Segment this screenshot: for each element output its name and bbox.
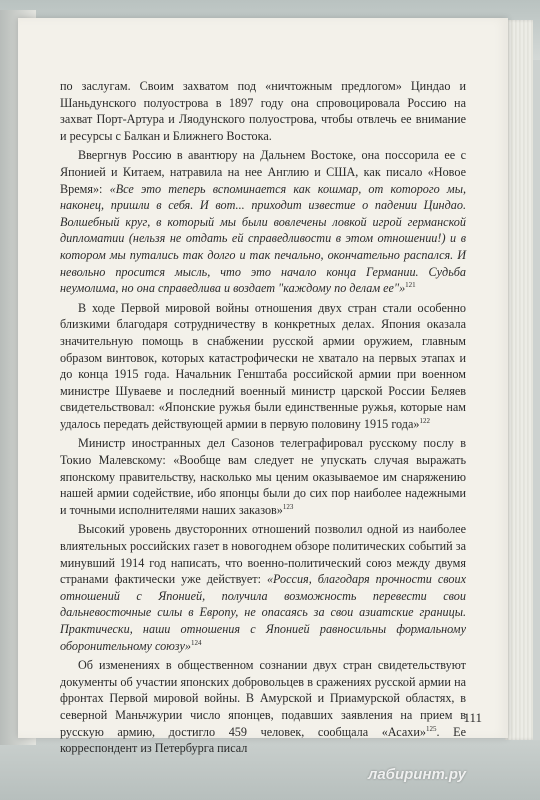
paragraph: [60, 78, 466, 144]
page-body-text: [60, 78, 466, 760]
text-run: Ввергнув Россию в авантюру на Дальнем Востоке, она поссорила ее с Японией и Китаем, натравила на нее Англию и США, как писало «Новое Время»:: [60, 148, 466, 196]
text-run: Министр иностранных дел Сазонов телеграфировал русскому послу в Токио Малевскому: «Вообще вам следует не упускать случая выражать японскому правительству, насколько мы ценим оказываемое им снаряжению нашей армии содействие, ибо японцы были до сих пор наиболее надежными и точными исполнителями наших заказов»: [60, 436, 466, 517]
book-page-edges: [505, 20, 533, 740]
footnote-ref: 122: [419, 416, 430, 425]
footnote-ref: 123: [282, 502, 294, 511]
book-page: [18, 18, 508, 756]
paragraph: [60, 657, 466, 757]
text-run: Об изменениях в общественном сознании двух стран свидетельствуют документы об участии японских добровольцев в сражениях русской армии на фронтах Первой мировой войны. В Амурской и Приамурской областях, в северной Маньчжурии число японцев, подавших заявления на прием в русскую армию, достигло 459 человек, сообщала «Асахи»: [60, 658, 466, 739]
text-run: В ходе Первой мировой войны отношения двух стран стали особенно близкими благодаря сотрудничеству в конкретных делах. Япония оказала значительную помощь в снабжении русской армии оружием, главным образом винтовок, которых катастрофически не хватало на первых этапах и до конца 1915 года. Начальник Генштаба российской армии при военном министре Шуваеве и последний военный министр царской России Беляев свидетельствовал: «Японские ружья были единственные ружья, которые нам удалось передать действующей армии в первую половину 1915 года»: [60, 300, 466, 431]
paragraph: [60, 147, 466, 296]
quote-italic: «Россия, благодаря прочности своих отношений с Японией, получила возможность перевести свои дальневосточные силы в Европу, не опасаясь за свои азиатские границы. Практически, наши отношения с Японией равносильны формальному оборонительному союзу»: [60, 572, 466, 653]
paragraph: [60, 435, 466, 518]
footnote-ref: 124: [190, 638, 202, 647]
quote-italic: «Все это теперь вспоминается как кошмар, от которого мы, наконец, пришли в себя. И вот... приходит известие о падении Циндао. Волшебный круг, в который мы были вовлечены ловкой игрой германской дипломатии (нельзя не отдать ей справедливости в этом отношении!) и в котором мы путались так долго и так печально, окончательно распался. И невольно просится мысль, что это начало конца Германии. Судьба неумолима, но она справедлива и воздает "каждому по делам ее"»: [60, 181, 466, 296]
text-run: Высокий уровень двусторонних отношений позволил одной из наиболее влиятельных российских газет в новогоднем обзоре политических событий за минувший 1914 год написать, что военно-политический союз между двумя странами фактически уже действует:: [60, 522, 466, 587]
page-number: 111: [463, 710, 482, 725]
paragraph: [60, 300, 466, 433]
text-run: по заслугам. Своим захватом под «ничтожным предлогом» Циндао и Шаньдунского полуострова в 1897 году она спровоцировала Россию на захват Порт-Артура и Ляодунского полуострова, чтобы отвлечь ее внимание и ресурсы с Балкан и Ближнего Востока.: [60, 79, 466, 143]
footnote-ref: 125: [426, 724, 437, 733]
text-run: . Ее корреспондент из Петербурга писал: [60, 724, 466, 756]
footnote-ref: 121: [405, 281, 416, 290]
paragraph: [60, 521, 466, 654]
watermark-logo: лабиринт.ру: [368, 766, 466, 783]
